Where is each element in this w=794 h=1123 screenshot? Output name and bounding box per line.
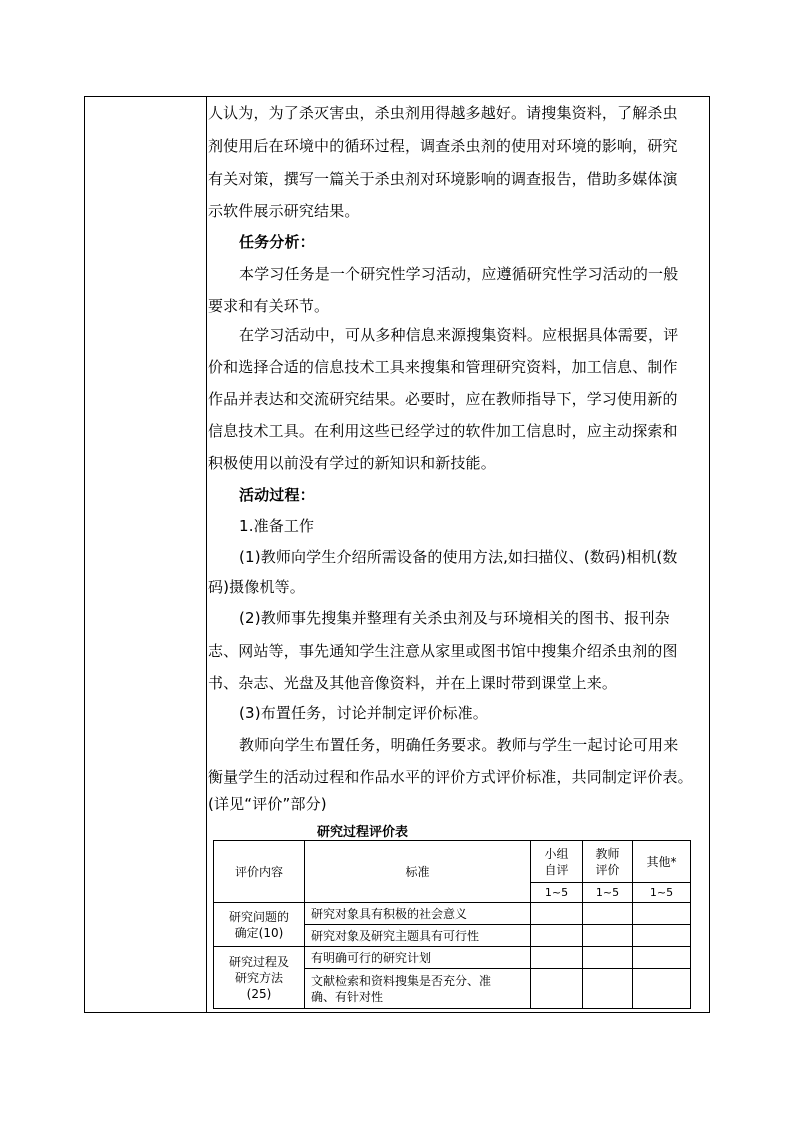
header-evaluation-content: 评价内容: [214, 841, 305, 903]
header-other: 其他*: [633, 841, 691, 883]
evaluation-table-title: 研究过程评价表: [317, 825, 409, 840]
paragraph-line: 作品并表达和交流研究结果。必要时，应在教师指导下，学习使用新的: [208, 390, 678, 408]
header-teacher-line1: 教师: [595, 846, 620, 861]
header-group-line1: 小组: [544, 846, 569, 861]
section-heading-task-analysis: 任务分析：: [239, 233, 315, 251]
header-teacher-eval: [583, 841, 633, 883]
column-divider: [206, 97, 207, 1012]
standard-cell: 研究对象及研究主题具有可行性: [305, 925, 531, 947]
header-teacher-line2: 评价: [595, 862, 620, 877]
paragraph-line: (1)教师向学生介绍所需设备的使用方法,如扫描仪、(数码)相机(数: [239, 548, 678, 566]
paragraph-line: 在学习活动中，可从多种信息来源搜集资料。应根据具体需要，评: [239, 326, 679, 344]
paragraph-line: 1.准备工作: [239, 517, 315, 535]
paragraph-line: 志、网站等，事先通知学生注意从家里或图书馆中搜集介绍杀虫剂的图: [208, 642, 678, 660]
paragraph-line: (3)布置任务，讨论并制定评价标准。: [239, 704, 488, 722]
paragraph-line: 有关对策，撰写一篇关于杀虫剂对环境影响的调查报告，借助多媒体演: [208, 170, 678, 188]
category-line: 确定(10): [234, 925, 284, 940]
standard-cell: 研究对象具有积极的社会意义: [305, 903, 531, 925]
standard-cell: [305, 969, 531, 1009]
paragraph-line: 要求和有关环节。: [208, 297, 330, 315]
paragraph-line: 价和选择合适的信息技术工具来搜集和管理研究资料，加工信息、制作: [208, 358, 678, 376]
score-cell: [583, 947, 633, 969]
header-group-line2: 自评: [544, 862, 569, 877]
category-problem-definition: [214, 903, 305, 947]
paragraph-line: 示软件展示研究结果。: [208, 202, 360, 220]
score-cell: [531, 947, 583, 969]
header-group-self-eval: [531, 841, 583, 883]
score-cell: [583, 969, 633, 1009]
paragraph-line: 本学习任务是一个研究性学习活动，应遵循研究性学习活动的一般: [239, 265, 679, 283]
paragraph-line: (详见“评价”部分): [208, 795, 327, 813]
score-cell: [531, 925, 583, 947]
paragraph-line: 积极使用以前没有学过的新知识和新技能。: [208, 454, 496, 472]
score-cell: [583, 903, 633, 925]
score-cell: [633, 947, 691, 969]
evaluation-table: [213, 840, 691, 1009]
header-standard: 标准: [305, 841, 531, 903]
score-cell: [531, 969, 583, 1009]
score-cell: [633, 925, 691, 947]
score-cell: [633, 903, 691, 925]
category-line: 研究方法: [234, 970, 283, 985]
paragraph-line: 教师向学生布置任务，明确任务要求。教师与学生一起讨论可用来: [239, 736, 679, 754]
score-cell: [633, 969, 691, 1009]
paragraph-line: 衡量学生的活动过程和作品水平的评价方式评价标准，共同制定评价表。: [208, 768, 693, 786]
category-line: 研究过程及: [228, 954, 289, 969]
score-cell: [531, 903, 583, 925]
standard-cell: 有明确可行的研究计划: [305, 947, 531, 969]
paragraph-line: 剂使用后在环境中的循环过程，调查杀虫剂的使用对环境的影响，研究: [208, 137, 678, 155]
standard-line: 确、有针对性: [311, 989, 384, 1004]
category-line: (25): [246, 986, 272, 1001]
range-cell: 1~5: [531, 883, 583, 903]
range-cell: 1~5: [583, 883, 633, 903]
standard-line: 文献检索和资料搜集是否充分、准: [311, 973, 492, 988]
paragraph-line: (2)教师事先搜集并整理有关杀虫剂及与环境相关的图书、报刊杂: [239, 609, 670, 627]
range-cell: 1~5: [633, 883, 691, 903]
section-heading-activity-process: 活动过程：: [239, 486, 315, 504]
paragraph-line: 人认为，为了杀灭害虫，杀虫剂用得越多越好。请搜集资料，了解杀虫: [208, 104, 678, 122]
score-cell: [583, 925, 633, 947]
paragraph-line: 信息技术工具。在利用这些已经学过的软件加工信息时，应主动探索和: [208, 422, 678, 440]
category-line: 研究问题的: [228, 909, 289, 924]
category-research-process: [214, 947, 305, 1009]
paragraph-line: 码)摄像机等。: [208, 578, 305, 596]
paragraph-line: 书、杂志、光盘及其他音像资料，并在上课时带到课堂上来。: [208, 674, 618, 692]
